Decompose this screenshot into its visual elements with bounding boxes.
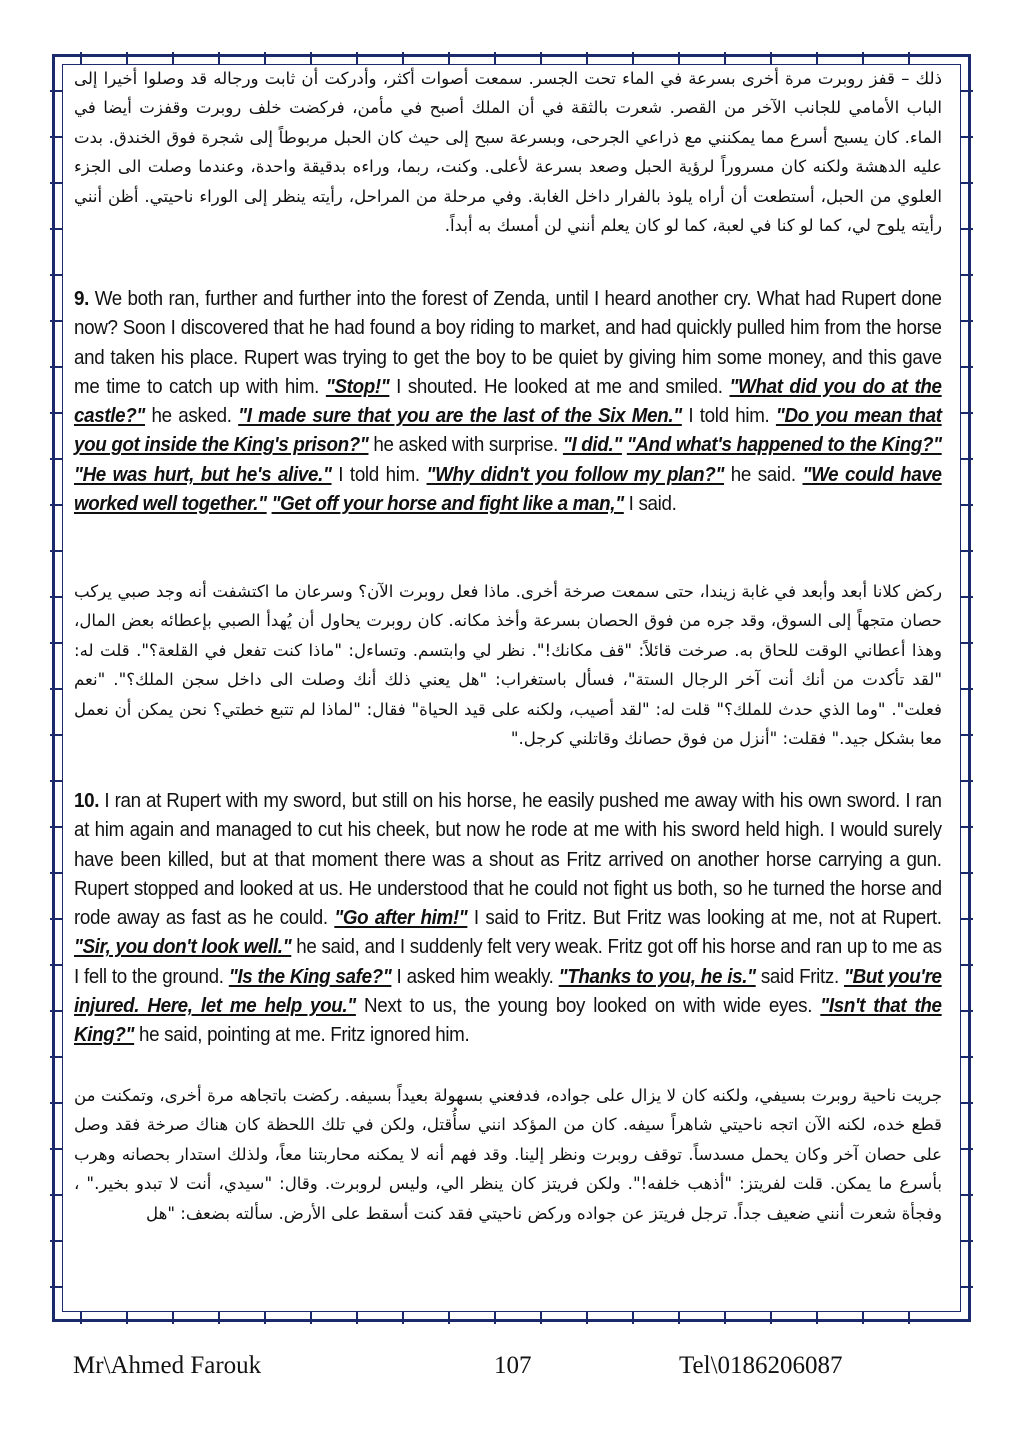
border-tick <box>961 1056 973 1058</box>
border-tick <box>961 1240 973 1242</box>
footer-page-number: 107 <box>494 1352 532 1379</box>
p10-quote: "Isn't that the King?" <box>74 995 942 1047</box>
border-tick <box>448 1312 450 1324</box>
border-tick <box>126 52 128 64</box>
p9-text: I said. <box>623 493 677 516</box>
border-tick <box>50 1056 62 1058</box>
border-tick <box>862 52 864 64</box>
border-tick <box>961 136 973 138</box>
border-tick <box>961 550 973 552</box>
footer-telephone: Tel\0186206087 <box>679 1352 843 1379</box>
arabic-paragraph-2: ركض كلانا أبعد وأبعد في غابة زيندا، حتى سمعت صرخة أخرى. ماذا فعل روبرت الآن؟ وسرعان ما اكتشفت أنه وجد صبي يركب حصان متجهاً إلى السوق، وقد جره من فوق الحصان بسرعة وأخذ مكانه. كان روبرت يحاول أن يُهدأ الصبي بإعطائه بعض المال، وهذا أعطاني الوقت للحاق به. صرخت قائلاً: "قف مكانك!". نظر لي وابتسم. وتساءل: "ماذا كنت تفعل في القلعة؟". قلت له: "لقد تأكدت من أنك أنت آخر الرجال الستة"، فسأل باستغراب: "هل يعني ذلك أنك وصلت الى داخل سجن الملك؟". "نعم فعلت". "وما الذي حدث للملك؟" قلت له: "لقد أصيب، ولكنه على قيد الحياة" فقال: "لماذا لم تتبع خطتي؟ نحن يمكن أن نعمل معا بشكل جيد." فقلت: "أنزل من فوق حصانك وقاتلني كرجل." <box>74 582 942 749</box>
border-tick <box>218 52 220 64</box>
border-tick <box>356 52 358 64</box>
arabic-paragraph-1: ذلك – قفز روبرت مرة أخرى بسرعة في الماء تحت الجسر. سمعت أصوات أكثر، وأدركت أن ثابت ورجاله قد وصلوا أخيرا إلى الباب الأمامي للجانب الآخر من القصر. شعرت بالثقة في أن الملك أصبح في مأمن، فركضت خلف روبرت وقفزت أيضا في الماء. كان يسبح أسرع مما يمكنني مع ذراعي الجرحى، وبسرعة سبح إلى حيث كان الحبل مربوطاً إلى شجرة فوق الخندق. بدت عليه الدهشة ولكنه كان مسروراً لرؤية الحبل وصعد بسرعة لأعلى. وكنت، ربما، وراءه بدقيقة واحدة، وعندما وصلت الى الجزء العلوي من الحبل، أستطعت أن أراه يلوذ بالفرار داخل الغابة. وفي مرحلة من المراحل، رأيته ينظر إلى الوراء ناحيتي. أظن أنني رأيته يلوح لي، كما لو كنا في لعبة، كما لو كان يعلم أنني لن أمسك به أبداً. <box>74 69 942 236</box>
p10-text: I said to Fritz. But Fritz was looking at me, not at Rupert. <box>467 907 942 930</box>
p9-text: We both ran, further and further into the forest of Zenda, until I heard another cry. What had Rupert done now? Soon I discovered that he had found a boy riding to market, and had quickly pulled him from the horse and taken his place. Rupert was trying to get the boy to be quiet by giving him some money, and this gave me time to catch up with him. <box>74 288 942 398</box>
border-tick <box>586 52 588 64</box>
border-tick <box>80 52 82 64</box>
border-tick <box>310 52 312 64</box>
border-tick <box>80 1312 82 1324</box>
border-tick <box>50 458 62 460</box>
border-tick <box>126 1312 128 1324</box>
border-tick <box>50 366 62 368</box>
border-tick <box>172 52 174 64</box>
border-tick <box>632 1312 634 1324</box>
page-content <box>74 64 942 1228</box>
p10-quote: "Sir, you don't look well." <box>74 936 292 959</box>
border-tick <box>961 1010 973 1012</box>
border-tick <box>961 642 973 644</box>
border-tick <box>50 688 62 690</box>
page-footer <box>0 1352 1024 1392</box>
p10-text: I asked him weakly. <box>391 965 559 988</box>
arabic-paragraph-3: جريت ناحية روبرت بسيفي، ولكنه كان لا يزال على جواده، فدفعني بسهولة بعيداً بسيفه. ركضت باتجاهه مرة أخرى، وتمكنت من قطع خده، لكنه الآن اتجه ناحيتي شاهراً سيفه. كان من المؤكد انني سأُقتل، ولكن في تلك اللحظة كان هناك صرخة فقد وصل على حصان آخر وكان يحمل مسدساً. توقف روبرت ونظر إلينا. وقد فهم أنه لا يمكنه محاربتنا معاً، ولذلك استدار بحصانه وهرب بأسرع ما يمكن. قلت لفريتز: "أذهب خلفه!". ولكن فريتز كان ينظر الي، وليس لروبرت. وقال: "سيدي، أنت لا تبدو بخير." ، وفجأة شعرت أنني ضعيف جداً. ترجل فريتز عن جواده وركض ناحيتي فقد كنت أسقط على الأرض. سألته بضعف: "هل <box>74 1086 942 1223</box>
p9-quote: "I made sure that you are the last of the Six Men." <box>238 405 682 428</box>
border-tick <box>961 1194 973 1196</box>
p10-text: Next to us, the young boy looked on with wide eyes. <box>355 995 821 1018</box>
border-tick <box>724 52 726 64</box>
border-tick <box>961 504 973 506</box>
p10-quote: "Go after him!" <box>334 907 468 930</box>
border-tick <box>678 52 680 64</box>
border-tick <box>961 964 973 966</box>
border-tick <box>50 320 62 322</box>
p9-text: I told him. <box>331 463 427 486</box>
border-tick <box>961 734 973 736</box>
p9-quote: "Why didn't you follow my plan?" <box>426 463 725 486</box>
border-tick <box>586 1312 588 1324</box>
border-tick <box>961 274 973 276</box>
paragraph-number-10: 10. <box>74 790 100 812</box>
border-tick <box>961 1102 973 1104</box>
border-tick <box>50 918 62 920</box>
border-tick <box>961 182 973 184</box>
footer-author: Mr\Ahmed Farouk <box>73 1352 262 1379</box>
border-tick <box>50 1194 62 1196</box>
border-tick <box>50 1010 62 1012</box>
english-paragraph-9 <box>74 285 942 577</box>
border-tick <box>678 1312 680 1324</box>
p9-quote: "I did." <box>562 434 622 457</box>
border-tick <box>908 1312 910 1324</box>
border-tick <box>961 1286 973 1288</box>
p9-text: I told him. <box>681 405 776 428</box>
p9-quote: "Do you mean that you got inside the King's prison?" <box>74 405 942 457</box>
p9-text: he asked with surprise. <box>368 434 563 457</box>
border-tick <box>50 1148 62 1150</box>
border-tick <box>50 550 62 552</box>
border-tick <box>961 320 973 322</box>
border-tick <box>50 228 62 230</box>
border-tick <box>961 596 973 598</box>
p9-quote: "He was hurt, but he's alive." <box>74 463 332 486</box>
border-tick <box>961 90 973 92</box>
border-tick <box>218 1312 220 1324</box>
border-tick <box>50 642 62 644</box>
border-tick <box>50 412 62 414</box>
border-tick <box>540 1312 542 1324</box>
p9-quote: "Get off your horse and fight like a man," <box>271 493 624 516</box>
border-tick <box>310 1312 312 1324</box>
border-tick <box>961 872 973 874</box>
p10-text: he said, pointing at me. Fritz ignored him. <box>134 1024 470 1047</box>
border-tick <box>50 734 62 736</box>
p9-quote: "And what's happened to the King?" <box>626 434 942 457</box>
p10-text: I ran at Rupert with my sword, but still on his horse, he easily pushed me away with his own sword. I ran at him again and managed to cut his cheek, but now he rode at me with his sword held high. I would surely have been killed, but at that moment there was a shout as Fritz arrived on another horse carrying a gun. Rupert stopped and looked at us. He understood that he could not fight us both, so he turned the horse and rode away as fast as he could. <box>74 790 942 930</box>
border-tick <box>961 688 973 690</box>
border-tick <box>50 596 62 598</box>
border-tick <box>50 780 62 782</box>
border-tick <box>50 182 62 184</box>
p10-quote: "But you're injured. Here, let me help you." <box>74 965 942 1018</box>
border-tick <box>264 52 266 64</box>
border-tick <box>264 1312 266 1324</box>
p9-text: he said. <box>724 463 803 486</box>
border-tick <box>961 826 973 828</box>
border-tick <box>961 366 973 368</box>
p10-text: said Fritz. <box>755 965 845 988</box>
border-tick <box>908 52 910 64</box>
p9-text: I shouted. He looked at me and smiled. <box>389 375 730 398</box>
border-tick <box>632 52 634 64</box>
border-tick <box>961 918 973 920</box>
border-tick <box>816 52 818 64</box>
border-tick <box>724 1312 726 1324</box>
border-tick <box>50 136 62 138</box>
border-tick <box>50 826 62 828</box>
border-tick <box>540 52 542 64</box>
border-tick <box>494 1312 496 1324</box>
border-tick <box>961 412 973 414</box>
border-tick <box>961 228 973 230</box>
border-tick <box>50 1286 62 1288</box>
english-paragraph-10 <box>74 787 942 1081</box>
border-tick <box>50 964 62 966</box>
border-tick <box>50 1102 62 1104</box>
p9-text: he asked. <box>144 405 239 428</box>
border-tick <box>402 1312 404 1324</box>
p9-quote: "What did you do at the castle?" <box>74 375 942 428</box>
border-tick <box>862 1312 864 1324</box>
p9-quote: "Stop!" <box>325 375 390 398</box>
border-tick <box>961 458 973 460</box>
border-tick <box>770 1312 772 1324</box>
border-tick <box>494 52 496 64</box>
border-tick <box>816 1312 818 1324</box>
border-tick <box>961 1148 973 1150</box>
p10-text: he said, and I suddenly felt very weak. Fritz got off his horse and ran up to me as I fell to the ground. <box>74 936 942 988</box>
p10-quote: "Thanks to you, he is." <box>558 965 756 988</box>
paragraph-number-9: 9. <box>74 288 90 310</box>
border-tick <box>961 780 973 782</box>
border-tick <box>448 52 450 64</box>
border-tick <box>50 504 62 506</box>
border-tick <box>50 872 62 874</box>
p10-quote: "Is the King safe?" <box>228 965 392 988</box>
border-tick <box>50 274 62 276</box>
border-tick <box>50 1240 62 1242</box>
border-tick <box>50 90 62 92</box>
border-tick <box>356 1312 358 1324</box>
p9-quote: "We could have worked well together." <box>74 463 942 516</box>
border-tick <box>402 52 404 64</box>
border-tick <box>172 1312 174 1324</box>
border-tick <box>770 52 772 64</box>
